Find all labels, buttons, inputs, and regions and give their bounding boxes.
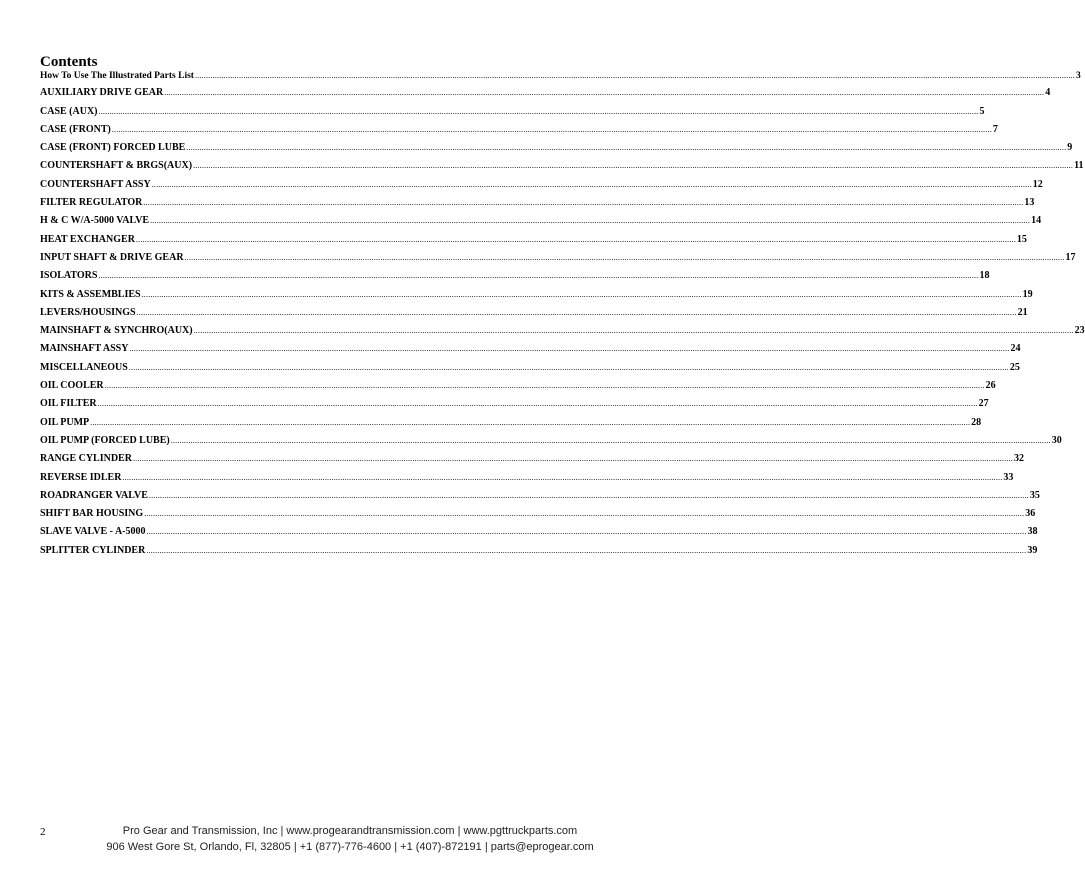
- toc-entry-page: 35: [1029, 489, 1040, 501]
- toc-entry-page: 7: [992, 123, 998, 135]
- toc-dot-leader: ................................................................................................................................................................................................................................................................................................................................................................................................................: [146, 545, 1027, 555]
- toc-dot-leader: ................................................................................................................................................................................................................................................................................................................................................................................................................: [90, 417, 971, 427]
- toc-entry-title: RANGE CYLINDER: [40, 453, 132, 465]
- toc-entry-title: LEVERS/HOUSINGS: [40, 306, 136, 318]
- toc-entry-title: How To Use The Illustrated Parts List: [40, 71, 194, 81]
- toc-entry[interactable]: [40, 286, 1033, 304]
- toc-dot-leader: ................................................................................................................................................................................................................................................................................................................................................................................................................: [146, 527, 1027, 537]
- toc-entry-page: 5: [979, 105, 985, 117]
- toc-entry-title: ISOLATORS: [40, 270, 98, 282]
- toc-entry-page: 15: [1016, 233, 1027, 245]
- toc-dot-leader: ................................................................................................................................................................................................................................................................................................................................................................................................................: [141, 289, 1022, 299]
- toc-entry[interactable]: [40, 505, 1036, 523]
- toc-dot-leader: ................................................................................................................................................................................................................................................................................................................................................................................................................: [184, 252, 1065, 262]
- toc-entry-title: H & C W/A-5000 VALVE: [40, 215, 150, 227]
- page-title: Contents: [40, 54, 98, 70]
- toc-dot-leader: ................................................................................................................................................................................................................................................................................................................................................................................................................: [194, 71, 1075, 80]
- toc-entry[interactable]: [40, 212, 1042, 230]
- toc-entry[interactable]: [40, 359, 1020, 377]
- footer: [60, 824, 640, 855]
- toc-entry[interactable]: [40, 469, 1014, 487]
- toc-dot-leader: ................................................................................................................................................................................................................................................................................................................................................................................................................: [132, 454, 1013, 464]
- toc-entry-page: 38: [1027, 526, 1038, 538]
- toc-entry-title: OIL PUMP (FORCED LUBE): [40, 434, 170, 446]
- toc-entry-title: OIL FILTER: [40, 398, 97, 410]
- toc-entry-title: MAINSHAFT & SYNCHRO(AUX): [40, 325, 193, 337]
- toc-entry-title: OIL COOLER: [40, 380, 104, 392]
- toc-entry[interactable]: [40, 432, 1062, 450]
- toc-entry[interactable]: [40, 68, 1081, 84]
- toc-dot-leader: ................................................................................................................................................................................................................................................................................................................................................................................................................: [151, 179, 1032, 189]
- toc-entry-title: KITS & ASSEMBLIES: [40, 288, 141, 300]
- toc-entry-page: 21: [1017, 306, 1028, 318]
- toc-entry-title: MAINSHAFT ASSY: [40, 343, 129, 355]
- toc-entry[interactable]: [40, 103, 985, 121]
- toc-entry-title: INPUT SHAFT & DRIVE GEAR: [40, 251, 184, 263]
- toc-dot-leader: ................................................................................................................................................................................................................................................................................................................................................................................................................: [186, 143, 1067, 153]
- toc-entry-title: SPLITTER CYLINDER: [40, 544, 146, 556]
- toc-entry-title: COUNTERSHAFT & BRGS(AUX): [40, 160, 193, 172]
- toc-entry-page: 33: [1003, 471, 1014, 483]
- footer-address-line: 906 West Gore St, Orlando, Fl, 32805 | +1 (877)-776-4600 | +1 (407)-872191 | parts@eprogear.com: [106, 840, 594, 853]
- toc-entry[interactable]: [40, 414, 982, 432]
- toc-dot-leader: ................................................................................................................................................................................................................................................................................................................................................................................................................: [144, 509, 1025, 519]
- toc-entry-page: 24: [1010, 343, 1021, 355]
- toc-entry[interactable]: [40, 267, 990, 285]
- toc-dot-leader: ................................................................................................................................................................................................................................................................................................................................................................................................................: [170, 435, 1051, 445]
- toc-dot-leader: ................................................................................................................................................................................................................................................................................................................................................................................................................: [136, 307, 1017, 317]
- toc-entry[interactable]: [40, 139, 1073, 157]
- toc-entry-title: CASE (FRONT): [40, 123, 111, 135]
- toc-entry[interactable]: [40, 176, 1043, 194]
- toc-dot-leader: ................................................................................................................................................................................................................................................................................................................................................................................................................: [143, 198, 1024, 208]
- toc-entry-page: 12: [1032, 178, 1043, 190]
- toc-dot-leader: ................................................................................................................................................................................................................................................................................................................................................................................................................: [98, 106, 979, 116]
- toc-entry-page: 25: [1009, 361, 1020, 373]
- toc-entry-page: 26: [985, 380, 996, 392]
- toc-dot-leader: ................................................................................................................................................................................................................................................................................................................................................................................................................: [128, 362, 1009, 372]
- toc-dot-leader: ................................................................................................................................................................................................................................................................................................................................................................................................................: [129, 344, 1010, 354]
- toc-entry-page: 39: [1027, 544, 1038, 556]
- toc-entry-page: 17: [1065, 251, 1076, 263]
- toc-entry-title: HEAT EXCHANGER: [40, 233, 135, 245]
- toc-entry[interactable]: [40, 377, 996, 395]
- footer-company-line: Pro Gear and Transmission, Inc | www.progearandtransmission.com | www.pgttruckparts.com: [122, 825, 578, 837]
- toc-entry-title: COUNTERSHAFT ASSY: [40, 178, 151, 190]
- toc-entry-title: CASE (FRONT) FORCED LUBE: [40, 142, 186, 154]
- toc-entry-title: REVERSE IDLER: [40, 471, 122, 483]
- toc-entry-page: 30: [1051, 434, 1062, 446]
- toc-entry[interactable]: [40, 121, 998, 139]
- toc-dot-leader: ................................................................................................................................................................................................................................................................................................................................................................................................................: [164, 88, 1045, 98]
- toc-entry-page: 3: [1075, 71, 1081, 81]
- table-of-contents: [40, 68, 1085, 560]
- toc-entry[interactable]: [40, 322, 1085, 340]
- toc-dot-leader: ................................................................................................................................................................................................................................................................................................................................................................................................................: [98, 271, 979, 281]
- toc-entry-page: 13: [1024, 197, 1035, 209]
- toc-entry-page: 19: [1022, 288, 1033, 300]
- toc-entry[interactable]: [40, 542, 1038, 560]
- toc-dot-leader: ................................................................................................................................................................................................................................................................................................................................................................................................................: [111, 124, 992, 134]
- toc-entry-page: 11: [1074, 160, 1084, 172]
- toc-entry[interactable]: [40, 304, 1028, 322]
- toc-dot-leader: ................................................................................................................................................................................................................................................................................................................................................................................................................: [193, 161, 1074, 171]
- toc-dot-leader: ................................................................................................................................................................................................................................................................................................................................................................................................................: [122, 472, 1003, 482]
- toc-entry-page: 14: [1031, 215, 1042, 227]
- toc-entry[interactable]: [40, 84, 1051, 102]
- toc-entry-title: OIL PUMP: [40, 416, 90, 428]
- toc-entry-title: CASE (AUX): [40, 105, 98, 117]
- toc-entry[interactable]: [40, 450, 1024, 468]
- toc-entry-page: 27: [978, 398, 989, 410]
- toc-entry-page: 4: [1045, 87, 1051, 99]
- toc-dot-leader: ................................................................................................................................................................................................................................................................................................................................................................................................................: [135, 234, 1016, 244]
- toc-entry-title: SHIFT BAR HOUSING: [40, 508, 144, 520]
- toc-dot-leader: ................................................................................................................................................................................................................................................................................................................................................................................................................: [104, 381, 985, 391]
- toc-entry-page: 9: [1067, 142, 1073, 154]
- toc-entry-page: 32: [1013, 453, 1024, 465]
- toc-entry-title: ROADRANGER VALVE: [40, 489, 148, 501]
- toc-entry-page: 36: [1025, 508, 1036, 520]
- toc-entry[interactable]: [40, 157, 1084, 175]
- toc-entry[interactable]: [40, 231, 1027, 249]
- page-number: 2: [40, 826, 46, 838]
- toc-entry-title: FILTER REGULATOR: [40, 197, 143, 209]
- toc-entry[interactable]: [40, 487, 1040, 505]
- toc-entry-title: AUXILIARY DRIVE GEAR: [40, 87, 164, 99]
- toc-dot-leader: ................................................................................................................................................................................................................................................................................................................................................................................................................: [193, 326, 1074, 336]
- toc-entry-title: MISCELLANEOUS: [40, 361, 128, 373]
- toc-entry[interactable]: [40, 249, 1076, 267]
- toc-dot-leader: ................................................................................................................................................................................................................................................................................................................................................................................................................: [148, 490, 1029, 500]
- toc-dot-leader: ................................................................................................................................................................................................................................................................................................................................................................................................................: [150, 216, 1031, 226]
- toc-entry[interactable]: [40, 395, 989, 413]
- toc-entry-page: 18: [979, 270, 990, 282]
- toc-entry-page: 28: [971, 416, 982, 428]
- toc-dot-leader: ................................................................................................................................................................................................................................................................................................................................................................................................................: [97, 399, 978, 409]
- toc-entry-page: 23: [1074, 325, 1085, 337]
- toc-entry[interactable]: [40, 194, 1035, 212]
- toc-entry[interactable]: [40, 523, 1038, 541]
- toc-entry[interactable]: [40, 340, 1021, 358]
- toc-entry-title: SLAVE VALVE - A-5000: [40, 526, 146, 538]
